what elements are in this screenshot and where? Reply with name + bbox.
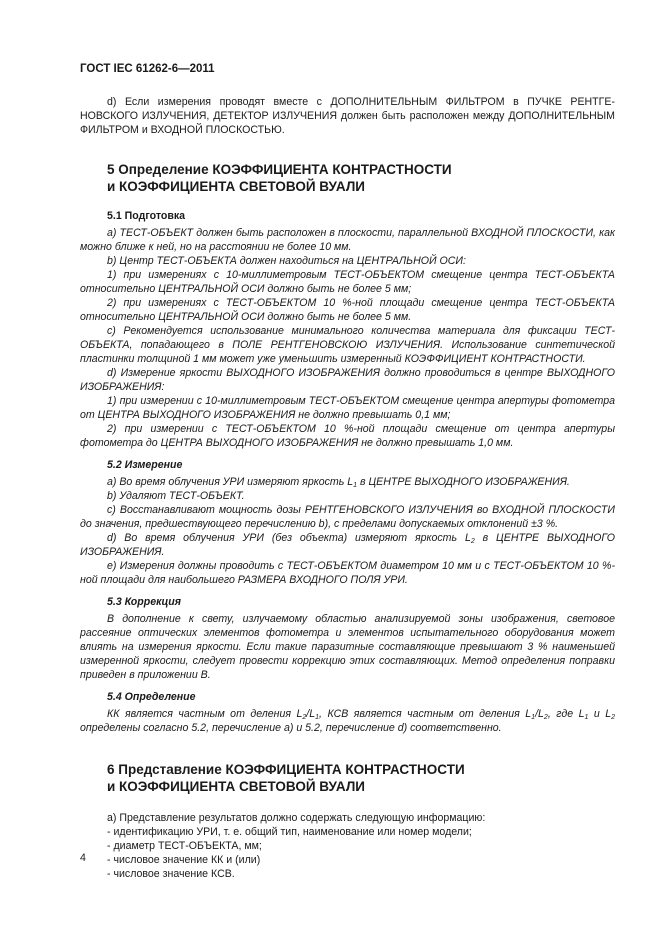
para-5-2-e: е) Измерения должны проводить с ТЕСТ-ОБЪЕКТОМ диаметром 10 мм и с ТЕСТ-ОБЪЕКТОМ 10 %-ной площади для наибольшего РАЗМЕРА ВХОДНОГО ПОЛЯ УРИ.	[80, 560, 615, 586]
para-5-1-b: b) Центр ТЕСТ-ОБЪЕКТА должен находиться на ЦЕНТРАЛЬНОЙ ОСИ:	[107, 255, 466, 267]
para-5-2-a: а) Во время облучения УРИ измеряют яркость $L_1$ в ЦЕНТРЕ ВЫХОДНОГО ИЗОБРАЖЕНИЯ.	[107, 476, 570, 489]
para-5-2-c: с) Восстанавливают мощность дозы РЕНТГЕНОВСКОГО ИЗЛУЧЕНИЯ во ВХОДНОЙ ПЛОСКОСТИ до значения, предшествующего перечислению b), с пределами допускаемых отклонений ±3 %.	[80, 504, 615, 530]
para-5-1-d1: 1) при измерении с 10-миллиметровым ТЕСТ-ОБЪЕКТОМ смещение центра апертуры фотометра от ЦЕНТРА ВЫХОДНОГО ИЗОБРАЖЕНИЯ не должно превышать 0,1 мм;	[80, 395, 615, 421]
subsection-5-2-heading: 5.2 Измерение	[107, 459, 183, 471]
result-items-list	[80, 825, 615, 881]
para-5-1-d2: 2) при измерении с ТЕСТ-ОБЪЕКТОМ 10 %-ной площади смещение от центра апертуры фотометра до ЦЕНТРА ВЫХОДНОГО ИЗОБРАЖЕНИЯ не должно превышать 1,0 мм.	[80, 423, 615, 449]
para-5-2-b: b) Удаляют ТЕСТ-ОБЪЕКТ.	[107, 490, 245, 502]
list-item: - числовое значение КСВ.	[107, 868, 235, 880]
section-6-heading: 6 Представление КОЭФФИЦИЕНТА КОНТРАСТНОСТИ и КОЭФФИЦИЕНТА СВЕТОВОЙ ВУАЛИ	[107, 762, 465, 794]
page-number: 4	[80, 852, 86, 864]
subsection-5-4-heading: 5.4 Определение	[107, 691, 196, 703]
list-item: - числовое значение КК и (или)	[107, 854, 261, 866]
list-item: - диаметр ТЕСТ-ОБЪЕКТА, мм;	[107, 840, 262, 852]
document-header: ГОСТ IEC 61262-6—2011	[80, 63, 215, 75]
section-5-heading: 5 Определение КОЭФФИЦИЕНТА КОНТРАСТНОСТИ и КОЭФФИЦИЕНТА СВЕТОВОЙ ВУАЛИ	[107, 162, 452, 194]
para-5-1-b2: 2) при измерениях с ТЕСТ-ОБЪЕКТОМ 10 %-ной площади смещение центра ТЕСТ-ОБЪЕКТА относительно ЦЕНТРАЛЬНОЙ ОСИ должно быть не более 5 мм.	[80, 297, 615, 323]
subsection-5-3-heading: 5.3 Коррекция	[107, 596, 182, 608]
para-5-4: КК является частным от деления $L_2/L_1$, КСВ является частным от деления $L_1/L_2$, где $L_1$ и $L_2$ определены согласно 5.2, перечисление а) и 5.2, перечисление d) соответственно.	[80, 708, 616, 734]
para-5-1-d: d) Измерение яркости ВЫХОДНОГО ИЗОБРАЖЕНИЯ должно проводиться в центре ВЫХОДНОГО ИЗОБРАЖЕНИЯ:	[80, 367, 615, 393]
document-page	[80, 62, 615, 881]
para-5-2-d: d) Во время облучения УРИ (без объекта) измеряют яркость $L_2$ в ЦЕНТРЕ ВЫХОДНОГО ИЗОБРАЖЕНИЯ.	[80, 532, 615, 558]
para-6-a: а) Представление результатов должно содержать следующую информацию:	[107, 812, 486, 824]
para-5-3: В дополнение к свету, излучаемому областью анализируемой зоны изображения, световое рассеяние оптических элементов фотометра и элементов испытательного оборудования может влиять на измерения яркости. Если такие паразитные составляющие превышают 3 % наименьшей измеренной яркости, следует провести коррекцию этих составляющих. Метод определения поправки приведен в приложении В.	[80, 613, 615, 681]
list-item: - идентификацию УРИ, т. е. общий тип, наименование или номер модели;	[107, 826, 472, 838]
para-5-1-a: а) ТЕСТ-ОБЪЕКТ должен быть расположен в плоскости, параллельной ВХОДНОЙ ПЛОСКОСТИ, как можно ближе к ней, но на расстоянии не более 10 мм.	[80, 227, 615, 253]
subsection-5-1-heading: 5.1 Подготовка	[107, 210, 186, 222]
para-5-1-b1: 1) при измерениях с 10-миллиметровым ТЕСТ-ОБЪЕКТОМ смещение центра ТЕСТ-ОБЪЕКТА относительно ЦЕНТРАЛЬНОЙ ОСИ должно быть не более 5 мм;	[80, 269, 615, 295]
para-5-1-c: с) Рекомендуется использование минимального количества материала для фиксации ТЕСТ-ОБЪЕКТА, попадающего в ПОЛЕ РЕНТГЕНОВСКОЮ ИЗЛУЧЕНИЯ. Использование синтетической пластинки толщиной 1 мм может уже уменьшить измеренный КОЭФФИЦИЕНТ КОНТРАСТНОСТИ.	[80, 325, 615, 365]
intro-paragraph: d) Если измерения проводят вместе с ДОПОЛНИТЕЛЬНЫМ ФИЛЬТРОМ в ПУЧКЕ РЕНТГЕ-НОВСКОГО ИЗЛУЧЕНИЯ, ДЕТЕКТОР ИЗЛУЧЕНИЯ должен быть расположен между ДОПОЛНИТЕЛЬНЫМ ФИЛЬТРОМ и ВХОДНОЙ ПЛОСКОСТЬЮ.	[80, 96, 615, 136]
